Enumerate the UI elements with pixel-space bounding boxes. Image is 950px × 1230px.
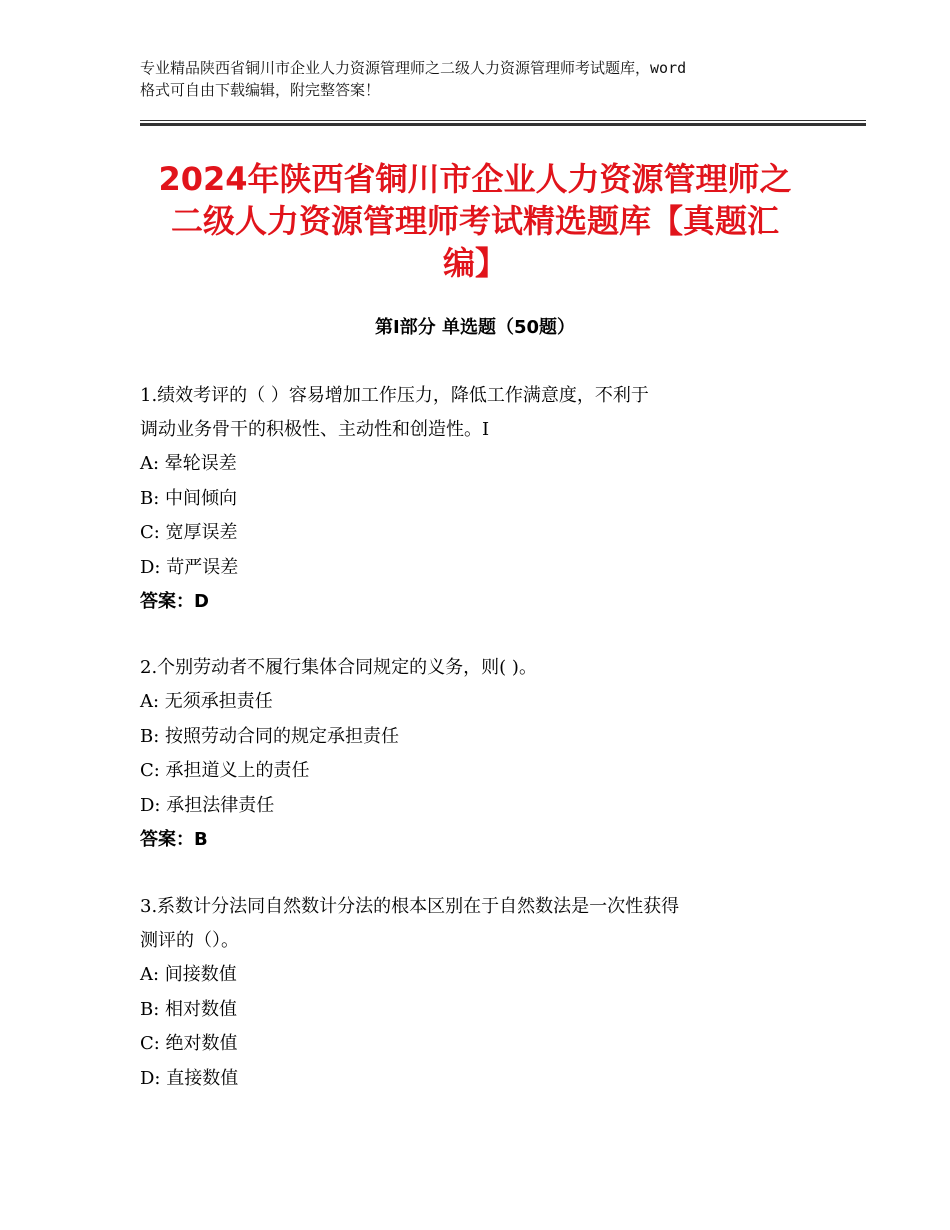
question-stem-line: 3.系数计分法同自然数计分法的根本区别在于自然数法是一次性获得 <box>140 896 680 917</box>
header-note-line-2: 格式可自由下载编辑，附完整答案！ <box>140 81 381 99</box>
title-line-3: 编】 <box>442 244 507 282</box>
option-b: B: 中间倾向 <box>140 487 238 509</box>
document-title <box>130 158 820 284</box>
option-d: D: 苛严误差 <box>140 556 239 578</box>
title-line-2: 二级人力资源管理师考试精选题库【真题汇 <box>170 202 779 240</box>
question-2 <box>140 651 820 857</box>
option-a: A: 无须承担责任 <box>140 691 273 712</box>
option-a: A: 晕轮误差 <box>140 453 237 474</box>
question-stem-line: 测评的（）。 <box>140 930 239 951</box>
option-b: B: 相对数值 <box>140 998 238 1020</box>
question-stem-line: 调动业务骨干的积极性、主动性和创造性。I <box>140 419 490 440</box>
option-d: D: 承担法律责任 <box>140 794 275 816</box>
question-stem-line: 2.个别劳动者不履行集体合同规定的义务，则( )。 <box>140 657 537 678</box>
option-c: C: 宽厚误差 <box>140 522 238 543</box>
question-3 <box>140 890 820 1096</box>
header-rule-bottom <box>140 123 866 126</box>
header-note-line-1: 专业精品陕西省铜川市企业人力资源管理师之二级人力资源管理师考试题库，word <box>140 59 687 77</box>
option-b: B: 按照劳动合同的规定承担责任 <box>140 725 400 747</box>
section-heading: 第Ⅰ部分 单选题（50题） <box>374 317 575 338</box>
title-line-1: 2024年陕西省铜川市企业人力资源管理师之 <box>158 160 792 198</box>
option-c: C: 绝对数值 <box>140 1033 238 1054</box>
option-c: C: 承担道义上的责任 <box>140 760 310 781</box>
header-rule-top <box>140 120 866 121</box>
question-stem-line: 1.绩效考评的（ ）容易增加工作压力，降低工作满意度，不利于 <box>140 385 649 406</box>
question-1 <box>140 379 820 619</box>
header-note <box>140 57 820 101</box>
answer: 答案：D <box>140 591 209 612</box>
answer: 答案：B <box>140 829 208 850</box>
option-d: D: 直接数值 <box>140 1067 239 1089</box>
option-a: A: 间接数值 <box>140 964 237 985</box>
